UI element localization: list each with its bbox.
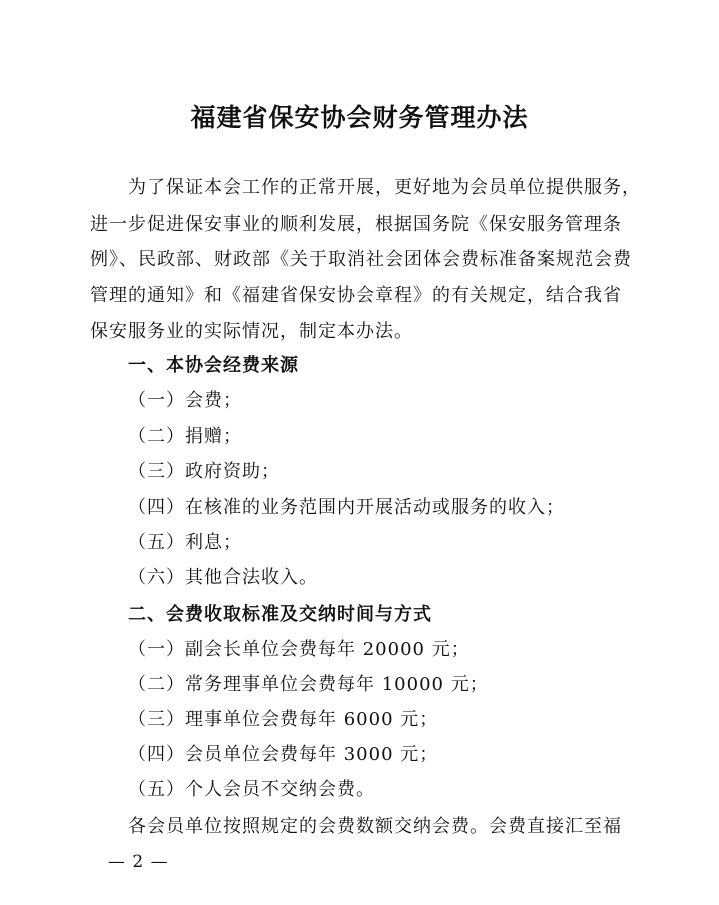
section-1-heading: 一、本协会经费来源 bbox=[128, 355, 299, 376]
section-2-item: （三）理事单位会费每年 6000 元； bbox=[128, 709, 439, 730]
section-1-item: （三）政府资助； bbox=[128, 461, 280, 482]
document-title: 福建省保安协会财务管理办法 bbox=[190, 103, 529, 132]
section-2-item: （二）常务理事单位会费每年 10000 元； bbox=[128, 674, 489, 695]
section-1-item: （六）其他合法收入。 bbox=[128, 567, 318, 588]
section-1-item: （一）会费； bbox=[128, 390, 242, 411]
section-1-item: （五）利息； bbox=[128, 532, 242, 553]
intro-line-1: 为了保证本会工作的正常开展，更好地为会员单位提供服务， bbox=[128, 177, 641, 198]
section-1-item: （四）在核准的业务范围内开展活动或服务的收入； bbox=[128, 497, 565, 518]
section-2-item: （一）副会长单位会费每年 20000 元； bbox=[128, 639, 470, 660]
intro-line-2: 进一步促进保安事业的顺利发展，根据国务院《保安服务管理条 bbox=[90, 214, 622, 235]
section-1-item: （二）捐赠； bbox=[128, 426, 242, 447]
section-2-item: （五）个人会员不交纳会费。 bbox=[128, 779, 375, 800]
intro-line-5: 保安服务业的实际情况，制定本办法。 bbox=[90, 321, 413, 342]
intro-line-3: 例》、民政部、财政部《关于取消社会团体会费标准备案规范会费 bbox=[90, 249, 632, 270]
closing-line: 各会员单位按照规定的会费数额交纳会费。会费直接汇至福 bbox=[128, 816, 622, 837]
page-number: — 2 — bbox=[108, 852, 169, 872]
section-2-item: （四）会员单位会费每年 3000 元； bbox=[128, 744, 439, 765]
section-2-heading: 二、会费收取标准及交纳时间与方式 bbox=[128, 604, 432, 625]
intro-line-4: 管理的通知》和《福建省保安协会章程》的有关规定，结合我省 bbox=[90, 285, 622, 306]
